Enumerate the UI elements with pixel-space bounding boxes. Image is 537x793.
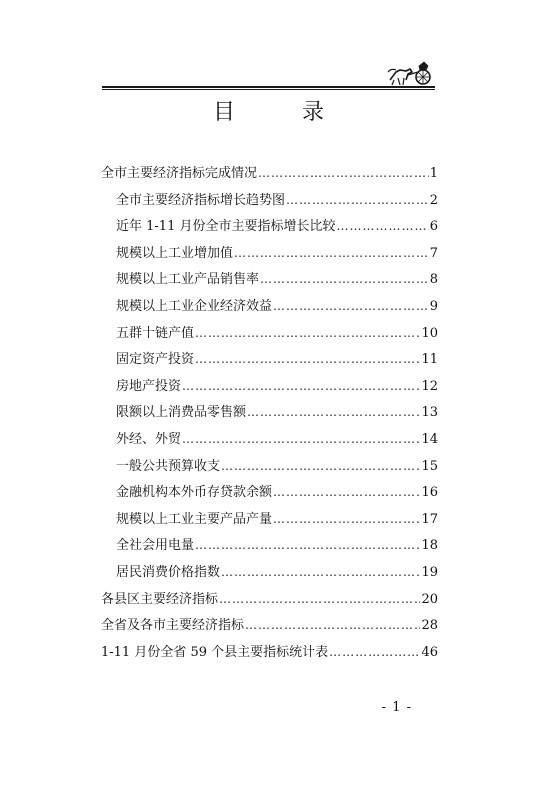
toc-entry[interactable] bbox=[101, 479, 438, 506]
toc-entry-title: 五群十链产值 bbox=[116, 325, 195, 341]
toc-dot-leader bbox=[286, 187, 429, 214]
toc-entry-page: 17 bbox=[421, 511, 438, 527]
toc-entry[interactable] bbox=[101, 346, 438, 373]
toc-entry[interactable] bbox=[101, 639, 438, 666]
toc-entry-page: 14 bbox=[421, 431, 438, 447]
toc-entry-page: 15 bbox=[421, 458, 438, 474]
toc-entry-page: 12 bbox=[421, 378, 438, 394]
toc-entry-page: 11 bbox=[421, 352, 438, 368]
toc-dot-leader bbox=[221, 453, 420, 480]
toc-dot-leader bbox=[245, 612, 420, 639]
toc-entry[interactable] bbox=[101, 187, 438, 214]
table-of-contents bbox=[101, 160, 438, 665]
toc-dot-leader bbox=[221, 559, 420, 586]
toc-entry-page: 7 bbox=[429, 245, 438, 261]
toc-entry[interactable] bbox=[101, 586, 438, 613]
toc-dot-leader bbox=[195, 320, 420, 347]
horse-carriage-logo bbox=[386, 58, 434, 86]
toc-entry-page: 18 bbox=[421, 538, 438, 554]
toc-entry[interactable] bbox=[101, 426, 438, 453]
toc-entry-title: 金融机构本外币存贷款余额 bbox=[116, 485, 273, 501]
toc-entry[interactable] bbox=[101, 293, 438, 320]
toc-entry-title: 全市主要经济指标增长趋势图 bbox=[116, 192, 286, 208]
toc-entry-title: 规模以上工业企业经济效益 bbox=[116, 298, 273, 314]
toc-dot-leader bbox=[336, 213, 428, 240]
toc-dot-leader bbox=[273, 479, 420, 506]
toc-dot-leader bbox=[182, 373, 420, 400]
toc-entry-page: 20 bbox=[421, 591, 438, 607]
toc-entry[interactable] bbox=[101, 612, 438, 639]
toc-dot-leader bbox=[182, 426, 420, 453]
page-title: 目 录 bbox=[213, 100, 354, 125]
toc-entry-page: 16 bbox=[421, 485, 438, 501]
toc-entry[interactable] bbox=[101, 559, 438, 586]
toc-entry-title: 近年 1-11 月份全市主要指标增长比较 bbox=[116, 219, 336, 235]
toc-entry-title: 固定资产投资 bbox=[116, 352, 195, 368]
toc-entry[interactable] bbox=[101, 213, 438, 240]
toc-dot-leader bbox=[260, 266, 429, 293]
toc-dot-leader bbox=[273, 506, 420, 533]
toc-entry[interactable] bbox=[101, 532, 438, 559]
toc-entry-page: 19 bbox=[421, 564, 438, 580]
toc-entry-page: 10 bbox=[421, 325, 438, 341]
toc-entry-page: 6 bbox=[429, 219, 438, 235]
toc-entry-title: 外经、外贸 bbox=[116, 431, 182, 447]
toc-entry[interactable] bbox=[101, 266, 438, 293]
toc-entry[interactable] bbox=[101, 160, 438, 187]
toc-entry-page: 9 bbox=[429, 298, 438, 314]
toc-dot-leader bbox=[258, 160, 429, 187]
toc-dot-leader bbox=[247, 399, 420, 426]
toc-entry[interactable] bbox=[101, 240, 438, 267]
toc-entry-title: 限额以上消费品零售额 bbox=[116, 405, 247, 421]
toc-entry-title: 1-11 月份全省 59 个县主要指标统计表 bbox=[101, 644, 329, 660]
header-rule bbox=[102, 86, 435, 90]
toc-entry-page: 8 bbox=[429, 272, 438, 288]
toc-entry-page: 2 bbox=[429, 192, 438, 208]
toc-entry-page: 1 bbox=[429, 166, 438, 181]
toc-dot-leader bbox=[234, 240, 429, 267]
toc-entry-page: 28 bbox=[421, 618, 438, 634]
toc-entry[interactable] bbox=[101, 453, 438, 480]
toc-entry-title: 规模以上工业主要产品产量 bbox=[116, 511, 273, 527]
toc-dot-leader bbox=[329, 639, 420, 666]
toc-entry-title: 规模以上工业产品销售率 bbox=[116, 272, 260, 288]
toc-dot-leader bbox=[219, 586, 420, 613]
toc-entry-title: 居民消费价格指数 bbox=[116, 564, 221, 580]
toc-entry-title: 全市主要经济指标完成情况 bbox=[101, 166, 258, 181]
toc-entry-page: 46 bbox=[421, 644, 438, 660]
page-number: - 1 - bbox=[381, 700, 412, 715]
toc-entry-title: 一般公共预算收支 bbox=[116, 458, 221, 474]
toc-entry-title: 各县区主要经济指标 bbox=[101, 591, 219, 607]
toc-dot-leader bbox=[195, 532, 420, 559]
toc-entry-page: 13 bbox=[421, 405, 438, 421]
toc-entry-title: 全省及各市主要经济指标 bbox=[101, 618, 245, 634]
toc-dot-leader bbox=[195, 346, 420, 373]
toc-entry-title: 房地产投资 bbox=[116, 378, 182, 394]
toc-entry[interactable] bbox=[101, 399, 438, 426]
toc-dot-leader bbox=[273, 293, 429, 320]
toc-entry-title: 规模以上工业增加值 bbox=[116, 245, 234, 261]
toc-entry[interactable] bbox=[101, 506, 438, 533]
toc-entry-title: 全社会用电量 bbox=[116, 538, 195, 554]
toc-entry[interactable] bbox=[101, 373, 438, 400]
toc-entry[interactable] bbox=[101, 320, 438, 347]
